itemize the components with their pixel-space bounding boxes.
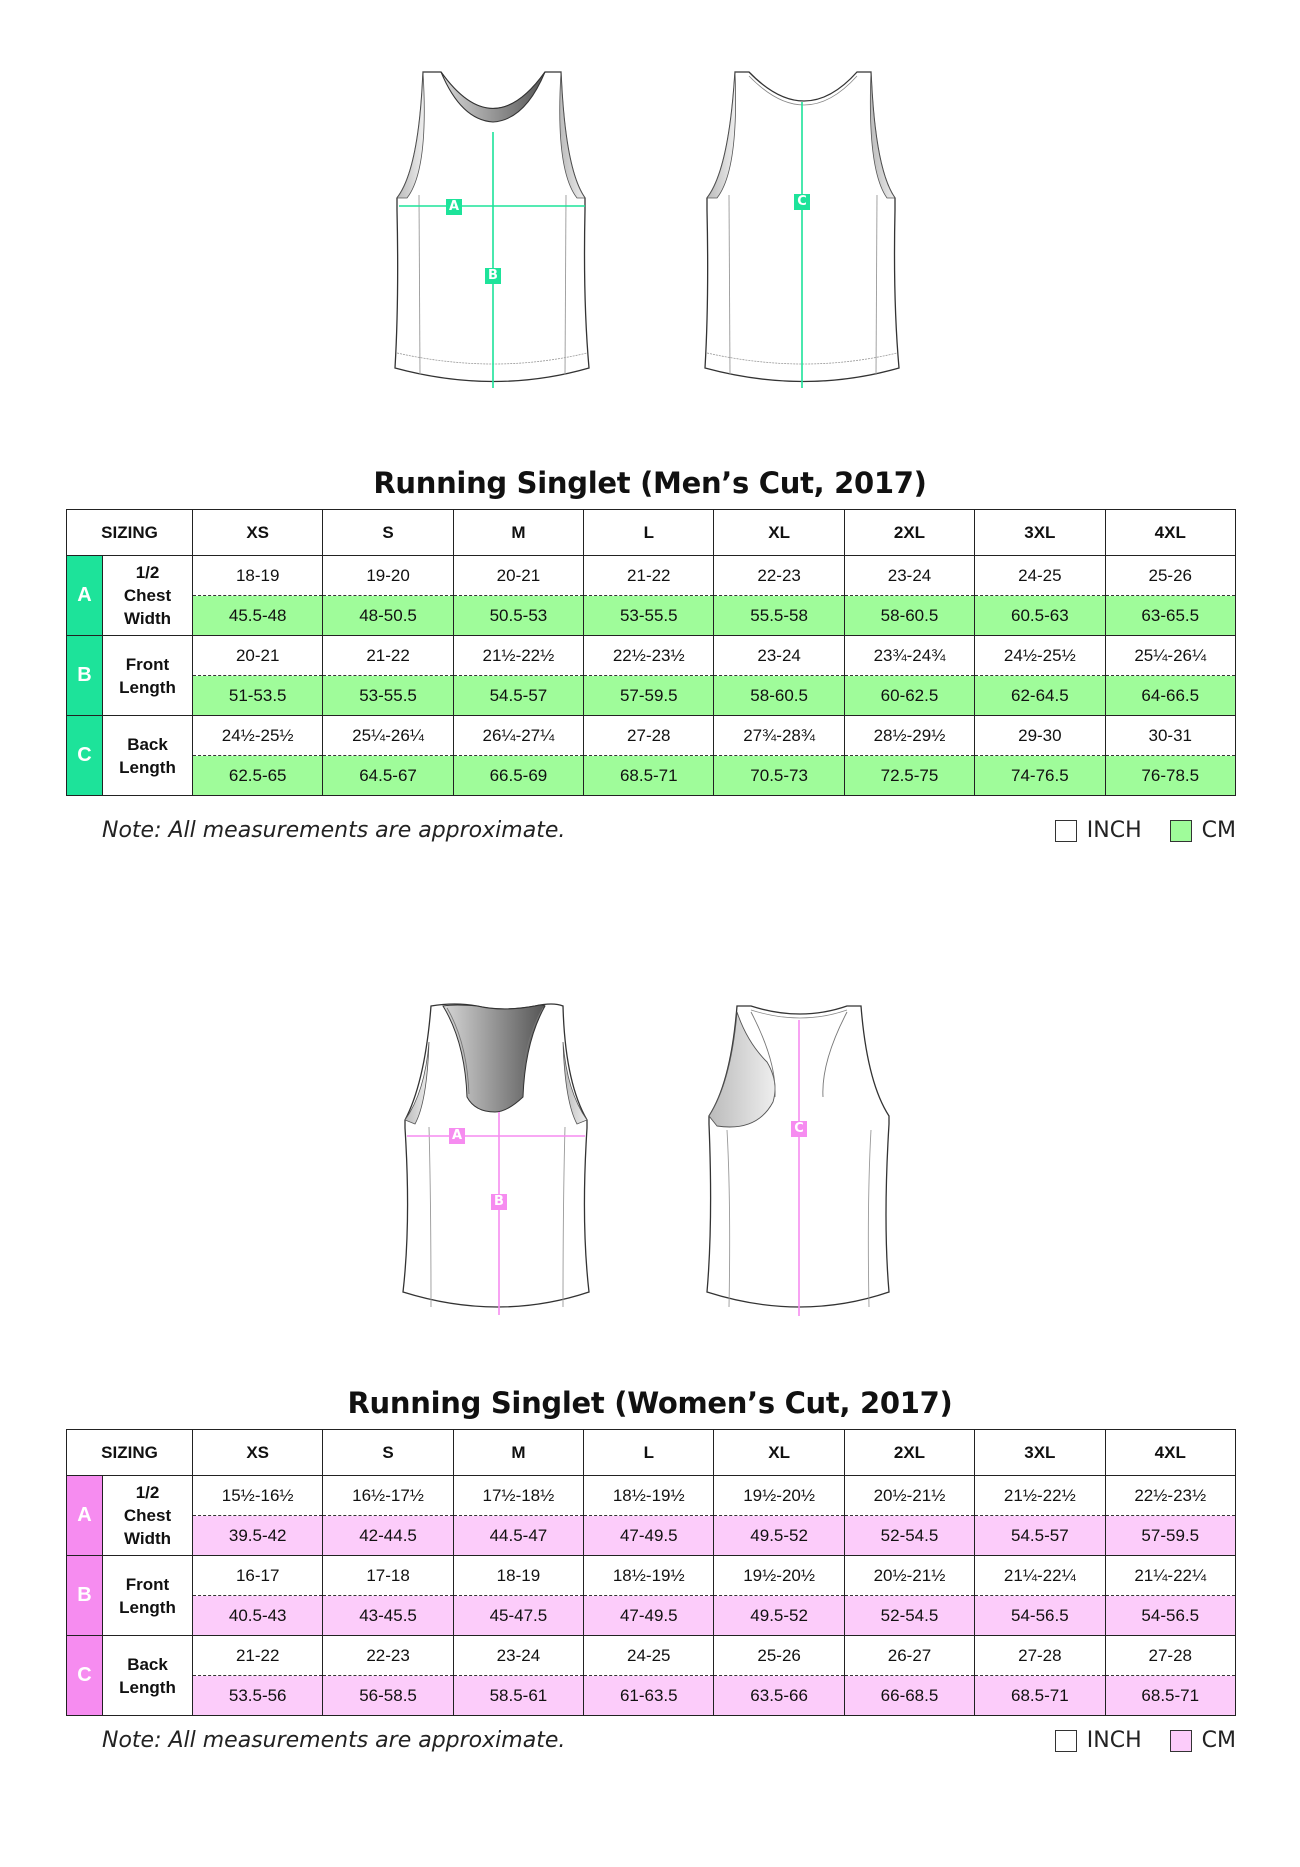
table-row-inch [67, 1556, 1236, 1596]
inch-value-cell: 21½-22½ [975, 1476, 1105, 1516]
legend-inch [1055, 1728, 1142, 1753]
cm-value-cell: 58.5-61 [453, 1676, 583, 1716]
table-row-inch [67, 1476, 1236, 1516]
table-row-cm [67, 756, 1236, 796]
measurement-letter: B [67, 1556, 103, 1636]
cm-value-cell: 61-63.5 [584, 1676, 714, 1716]
inch-value-cell: 17-18 [323, 1556, 453, 1596]
table-row-cm [67, 1676, 1236, 1716]
inch-value-cell: 27-28 [584, 716, 714, 756]
inch-value-cell: 25-26 [1105, 556, 1235, 596]
measurement-label [103, 636, 193, 716]
inch-swatch [1055, 820, 1077, 842]
inch-value-cell: 26-27 [844, 1636, 974, 1676]
cm-value-cell: 50.5-53 [453, 596, 583, 636]
cm-value-cell: 56-58.5 [323, 1676, 453, 1716]
size-header-3xl: 3XL [975, 510, 1105, 556]
measurement-label-line: Chest [123, 586, 172, 605]
legend-inch [1055, 818, 1142, 843]
inch-value-cell: 26¼-27¼ [453, 716, 583, 756]
cm-value-cell: 39.5-42 [193, 1516, 323, 1556]
inch-value-cell: 21-22 [584, 556, 714, 596]
inch-value-cell: 21-22 [323, 636, 453, 676]
sizing-header: SIZING [67, 510, 193, 556]
measurement-label-line: Width [123, 1529, 172, 1548]
cm-value-cell: 47-49.5 [584, 1596, 714, 1636]
cm-value-cell: 58-60.5 [844, 596, 974, 636]
mens-note: Note: All measurements are approximate. [102, 818, 566, 843]
womens-front-label-a: A [449, 1128, 465, 1144]
inch-value-cell: 25-26 [714, 1636, 844, 1676]
measurement-label [103, 716, 193, 796]
inch-value-cell: 18-19 [193, 556, 323, 596]
cm-value-cell: 62-64.5 [975, 676, 1105, 716]
womens-diagrams [0, 1000, 1300, 1360]
size-header-4xl: 4XL [1105, 510, 1235, 556]
inch-value-cell: 23¾-24¾ [844, 636, 974, 676]
measurement-label [103, 556, 193, 636]
size-header-2xl: 2XL [844, 510, 974, 556]
table-row-cm [67, 676, 1236, 716]
size-header-4xl: 4XL [1105, 1430, 1235, 1476]
cm-value-cell: 57-59.5 [1105, 1516, 1235, 1556]
inch-value-cell: 22½-23½ [584, 636, 714, 676]
size-header-m: M [453, 510, 583, 556]
cm-value-cell: 54.5-57 [453, 676, 583, 716]
size-header-xs: XS [193, 510, 323, 556]
measurement-label-line: Width [123, 609, 172, 628]
mens-back-label-c: C [794, 194, 810, 210]
inch-value-cell: 23-24 [714, 636, 844, 676]
inch-value-cell: 18½-19½ [584, 1556, 714, 1596]
table-row-inch [67, 636, 1236, 676]
inch-value-cell: 21½-22½ [453, 636, 583, 676]
sizing-header: SIZING [67, 1430, 193, 1476]
mens-front-label-a: A [446, 199, 462, 215]
cm-value-cell: 49.5-52 [714, 1596, 844, 1636]
inch-value-cell: 20½-21½ [844, 1476, 974, 1516]
womens-front-singlet-diagram [395, 1002, 605, 1332]
measurement-letter: C [67, 716, 103, 796]
mens-chart-title: Running Singlet (Men’s Cut, 2017) [373, 466, 927, 500]
mens-size-table [66, 509, 1236, 796]
measurement-label [103, 1476, 193, 1556]
size-header-2xl: 2XL [844, 1430, 974, 1476]
cm-value-cell: 64-66.5 [1105, 676, 1235, 716]
measurement-letter: A [67, 556, 103, 636]
cm-value-cell: 51-53.5 [193, 676, 323, 716]
cm-value-cell: 53-55.5 [584, 596, 714, 636]
size-header-3xl: 3XL [975, 1430, 1105, 1476]
inch-value-cell: 22-23 [714, 556, 844, 596]
womens-legend [1027, 1728, 1236, 1753]
inch-value-cell: 16-17 [193, 1556, 323, 1596]
cm-value-cell: 66-68.5 [844, 1676, 974, 1716]
table-row-inch [67, 556, 1236, 596]
cm-value-cell: 54.5-57 [975, 1516, 1105, 1556]
inch-value-cell: 19½-20½ [714, 1556, 844, 1596]
table-row-cm [67, 596, 1236, 636]
cm-value-cell: 72.5-75 [844, 756, 974, 796]
cm-value-cell: 47-49.5 [584, 1516, 714, 1556]
cm-value-cell: 68.5-71 [1105, 1676, 1235, 1716]
cm-value-cell: 68.5-71 [584, 756, 714, 796]
legend-cm-label: CM [1201, 1728, 1236, 1753]
table-row-inch [67, 1636, 1236, 1676]
inch-value-cell: 23-24 [453, 1636, 583, 1676]
cm-value-cell: 74-76.5 [975, 756, 1105, 796]
cm-value-cell: 54-56.5 [975, 1596, 1105, 1636]
cm-value-cell: 45.5-48 [193, 596, 323, 636]
legend-cm [1170, 818, 1236, 843]
inch-value-cell: 22½-23½ [1105, 1476, 1235, 1516]
size-header-l: L [584, 510, 714, 556]
womens-chart-title: Running Singlet (Women’s Cut, 2017) [347, 1386, 953, 1420]
cm-value-cell: 68.5-71 [975, 1676, 1105, 1716]
inch-value-cell: 18½-19½ [584, 1476, 714, 1516]
inch-value-cell: 28½-29½ [844, 716, 974, 756]
size-header-l: L [584, 1430, 714, 1476]
cm-value-cell: 63.5-66 [714, 1676, 844, 1716]
inch-value-cell: 15½-16½ [193, 1476, 323, 1516]
cm-value-cell: 62.5-65 [193, 756, 323, 796]
measurement-label-line: 1/2 [135, 563, 160, 582]
cm-value-cell: 45-47.5 [453, 1596, 583, 1636]
womens-header-row [67, 1430, 1236, 1476]
cm-value-cell: 44.5-47 [453, 1516, 583, 1556]
mens-back-singlet-diagram [697, 70, 917, 410]
womens-back-singlet-diagram [697, 1002, 907, 1332]
cm-value-cell: 57-59.5 [584, 676, 714, 716]
womens-front-label-b: B [491, 1194, 507, 1210]
inch-value-cell: 17½-18½ [453, 1476, 583, 1516]
cm-value-cell: 42-44.5 [323, 1516, 453, 1556]
measurement-label [103, 1556, 193, 1636]
cm-value-cell: 52-54.5 [844, 1516, 974, 1556]
measurement-label [103, 1636, 193, 1716]
measurement-letter: C [67, 1636, 103, 1716]
cm-value-cell: 54-56.5 [1105, 1596, 1235, 1636]
mens-header-row [67, 510, 1236, 556]
measurement-label-line: Length [119, 1677, 176, 1697]
cm-value-cell: 58-60.5 [714, 676, 844, 716]
cm-swatch [1170, 1730, 1192, 1752]
cm-value-cell: 53-55.5 [323, 676, 453, 716]
cm-value-cell: 52-54.5 [844, 1596, 974, 1636]
size-header-xs: XS [193, 1430, 323, 1476]
size-header-xl: XL [714, 1430, 844, 1476]
inch-value-cell: 27¾-28¾ [714, 716, 844, 756]
measurement-label-line: Length [119, 677, 176, 697]
inch-value-cell: 24½-25½ [193, 716, 323, 756]
cm-value-cell: 48-50.5 [323, 596, 453, 636]
cm-value-cell: 60-62.5 [844, 676, 974, 716]
mens-legend [1027, 818, 1236, 843]
cm-value-cell: 60.5-63 [975, 596, 1105, 636]
legend-inch-label: INCH [1086, 1728, 1142, 1753]
legend-cm-label: CM [1201, 818, 1236, 843]
inch-value-cell: 24-25 [975, 556, 1105, 596]
measurement-label-line: Chest [123, 1506, 172, 1525]
size-header-xl: XL [714, 510, 844, 556]
measurement-letter: B [67, 636, 103, 716]
inch-value-cell: 22-23 [323, 1636, 453, 1676]
womens-note: Note: All measurements are approximate. [102, 1728, 566, 1753]
table-row-cm [67, 1516, 1236, 1556]
inch-value-cell: 25¼-26¼ [323, 716, 453, 756]
cm-value-cell: 66.5-69 [453, 756, 583, 796]
size-header-s: S [323, 1430, 453, 1476]
cm-value-cell: 76-78.5 [1105, 756, 1235, 796]
inch-value-cell: 18-19 [453, 1556, 583, 1596]
inch-value-cell: 21¼-22¼ [1105, 1556, 1235, 1596]
inch-value-cell: 27-28 [1105, 1636, 1235, 1676]
mens-diagrams [0, 60, 1300, 420]
womens-back-label-c: C [791, 1121, 807, 1137]
inch-value-cell: 20½-21½ [844, 1556, 974, 1596]
inch-value-cell: 29-30 [975, 716, 1105, 756]
cm-value-cell: 70.5-73 [714, 756, 844, 796]
inch-value-cell: 19-20 [323, 556, 453, 596]
cm-value-cell: 64.5-67 [323, 756, 453, 796]
inch-value-cell: 16½-17½ [323, 1476, 453, 1516]
inch-value-cell: 20-21 [193, 636, 323, 676]
inch-value-cell: 27-28 [975, 1636, 1105, 1676]
measurement-label-line: Back [127, 734, 168, 754]
measurement-label-line: Front [125, 654, 170, 674]
legend-inch-label: INCH [1086, 818, 1142, 843]
inch-value-cell: 24-25 [584, 1636, 714, 1676]
table-row-inch [67, 716, 1236, 756]
inch-value-cell: 21-22 [193, 1636, 323, 1676]
cm-value-cell: 55.5-58 [714, 596, 844, 636]
cm-value-cell: 43-45.5 [323, 1596, 453, 1636]
measurement-label-line: Length [119, 1597, 176, 1617]
measurement-label-line: Back [127, 1654, 168, 1674]
inch-value-cell: 23-24 [844, 556, 974, 596]
mens-front-singlet-diagram [385, 70, 605, 410]
womens-size-table [66, 1429, 1236, 1716]
cm-swatch [1170, 820, 1192, 842]
inch-value-cell: 19½-20½ [714, 1476, 844, 1516]
size-header-s: S [323, 510, 453, 556]
measurement-letter: A [67, 1476, 103, 1556]
measurement-label-line: Length [119, 757, 176, 777]
inch-value-cell: 24½-25½ [975, 636, 1105, 676]
legend-cm [1170, 1728, 1236, 1753]
table-row-cm [67, 1596, 1236, 1636]
mens-front-label-b: B [485, 268, 501, 284]
inch-swatch [1055, 1730, 1077, 1752]
measurement-label-line: 1/2 [135, 1483, 160, 1502]
cm-value-cell: 49.5-52 [714, 1516, 844, 1556]
size-header-m: M [453, 1430, 583, 1476]
inch-value-cell: 25¼-26¼ [1105, 636, 1235, 676]
measurement-label-line: Front [125, 1574, 170, 1594]
inch-value-cell: 20-21 [453, 556, 583, 596]
inch-value-cell: 21¼-22¼ [975, 1556, 1105, 1596]
inch-value-cell: 30-31 [1105, 716, 1235, 756]
cm-value-cell: 63-65.5 [1105, 596, 1235, 636]
cm-value-cell: 53.5-56 [193, 1676, 323, 1716]
cm-value-cell: 40.5-43 [193, 1596, 323, 1636]
